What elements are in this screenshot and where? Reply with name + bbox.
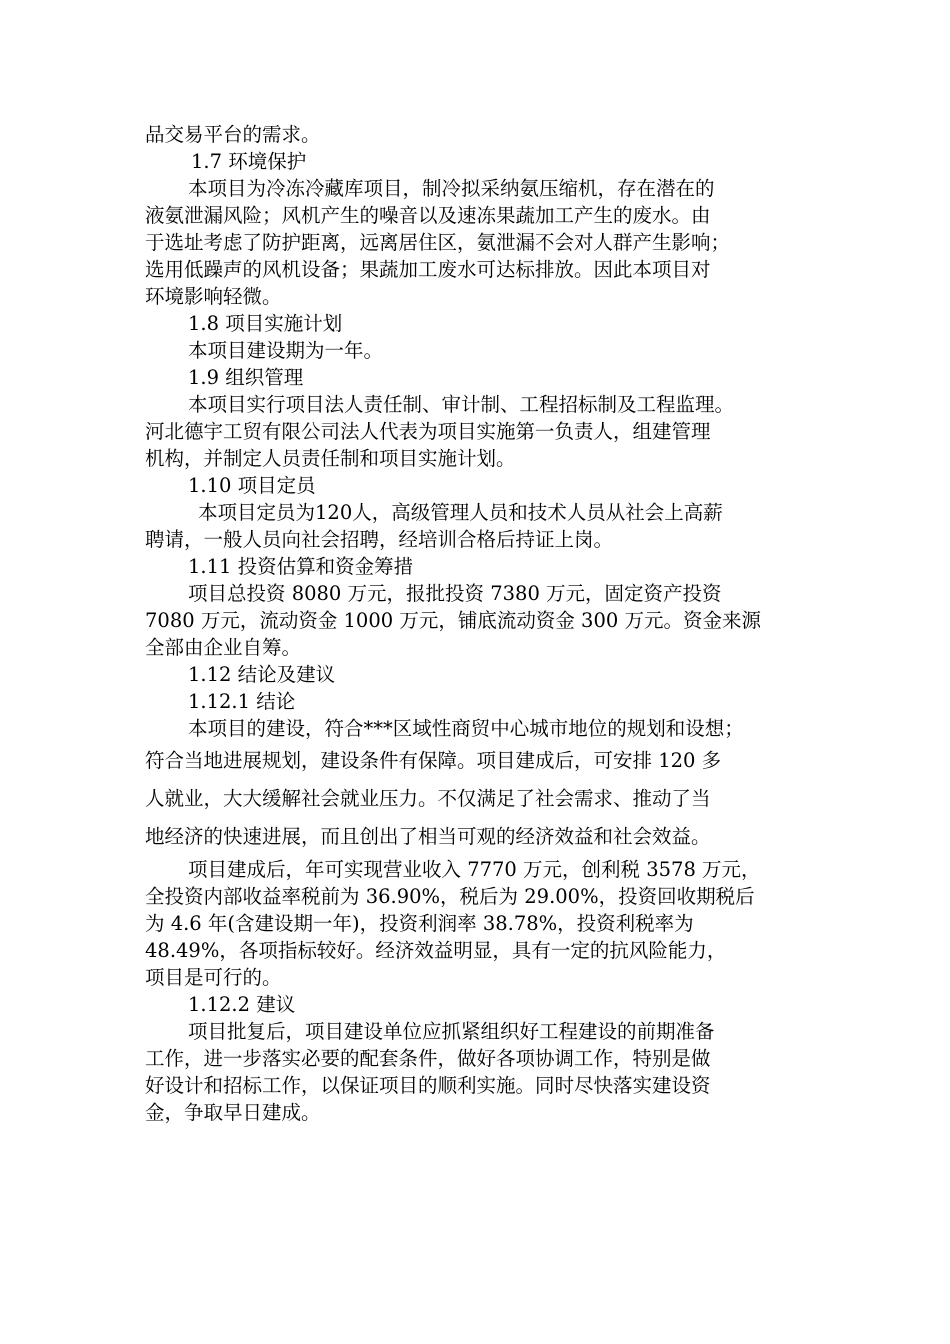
paragraph-line: 于选址考虑了防护距离，远离居住区，氨泄漏不会对人群产生影响； bbox=[145, 231, 731, 254]
paragraph-line: 河北德宇工贸有限公司法人代表为项目实施第一负责人，组建管理 bbox=[145, 420, 711, 443]
section-heading-1-9: 1.9 组织管理 bbox=[188, 366, 304, 389]
paragraph-line: 本项目实行项目法人责任制、审计制、工程招标制及工程监理。 bbox=[188, 393, 735, 416]
document-body bbox=[145, 121, 825, 1126]
paragraph-line: 好设计和招标工作，以保证项目的顺利实施。同时尽快落实建设资 bbox=[145, 1074, 711, 1097]
section-heading-1-10: 1.10 项目定员 bbox=[188, 474, 316, 497]
paragraph-line: 本项目定员为120人，高级管理人员和技术人员从社会上高薪 bbox=[198, 501, 723, 524]
paragraph-line: 本项目为冷冻冷藏库项目，制冷拟采纳氨压缩机，存在潜在的 bbox=[188, 177, 715, 200]
paragraph-line: 金，争取早日建成。 bbox=[145, 1101, 321, 1124]
paragraph-line: 机构，并制定人员责任制和项目实施计划。 bbox=[145, 447, 516, 470]
paragraph-line: 品交易平台的需求。 bbox=[145, 123, 321, 146]
section-heading-1-12-2: 1.12.2 建议 bbox=[188, 993, 296, 1016]
paragraph-line: 液氨泄漏风险；风机产生的噪音以及速冻果蔬加工产生的废水。由 bbox=[145, 204, 711, 227]
section-heading-1-11: 1.11 投资估算和资金筹措 bbox=[188, 555, 414, 578]
section-heading-1-12-1: 1.12.1 结论 bbox=[188, 690, 296, 713]
paragraph-line: 7080 万元，流动资金 1000 万元，铺底流动资金 300 万元。资金来源 bbox=[145, 609, 761, 632]
paragraph-line: 本项目的建设，符合***区域性商贸中心城市地位的规划和设想； bbox=[188, 717, 744, 740]
paragraph-line: 项目批复后，项目建设单位应抓紧组织好工程建设的前期准备 bbox=[188, 1020, 715, 1043]
paragraph-line: 48.49%，各项指标较好。经济效益明显，具有一定的抗风险能力， bbox=[145, 939, 727, 962]
paragraph-line: 工作，进一步落实必要的配套条件，做好各项协调工作，特别是做 bbox=[145, 1047, 711, 1070]
paragraph-line: 为 4.6 年(含建设期一年)，投资利润率 38.78%，投资利税率为 bbox=[145, 912, 694, 935]
paragraph-line: 项目建成后，年可实现营业收入 7770 万元，创利税 3578 万元， bbox=[188, 858, 761, 881]
paragraph-line: 环境影响轻微。 bbox=[145, 285, 282, 308]
paragraph-line: 全部由企业自筹。 bbox=[145, 636, 302, 659]
section-heading-1-7: 1.7 环境保护 bbox=[191, 150, 307, 173]
paragraph-line: 本项目建设期为一年。 bbox=[188, 339, 384, 362]
section-heading-1-12: 1.12 结论及建议 bbox=[188, 663, 336, 686]
paragraph-line: 项目是可行的。 bbox=[145, 966, 282, 989]
paragraph-line: 全投资内部收益率税前为 36.90%，税后为 29.00%，投资回收期税后 bbox=[145, 885, 755, 908]
paragraph-line: 项目总投资 8080 万元，报批投资 7380 万元，固定资产投资 bbox=[188, 582, 722, 605]
paragraph-line: 符合当地进展规划，建设条件有保障。项目建成后，可安排 120 多 bbox=[145, 749, 722, 772]
section-heading-1-8: 1.8 项目实施计划 bbox=[188, 312, 343, 335]
paragraph-line: 人就业，大大缓解社会就业压力。不仅满足了社会需求、推动了当 bbox=[145, 787, 711, 810]
paragraph-line: 聘请，一般人员向社会招聘，经培训合格后持证上岗。 bbox=[145, 528, 614, 551]
paragraph-line: 选用低躁声的风机设备；果蔬加工废水可达标排放。因此本项目对 bbox=[145, 258, 711, 281]
paragraph-line: 地经济的快速进展，而且创出了相当可观的经济效益和社会效益。 bbox=[145, 825, 711, 848]
